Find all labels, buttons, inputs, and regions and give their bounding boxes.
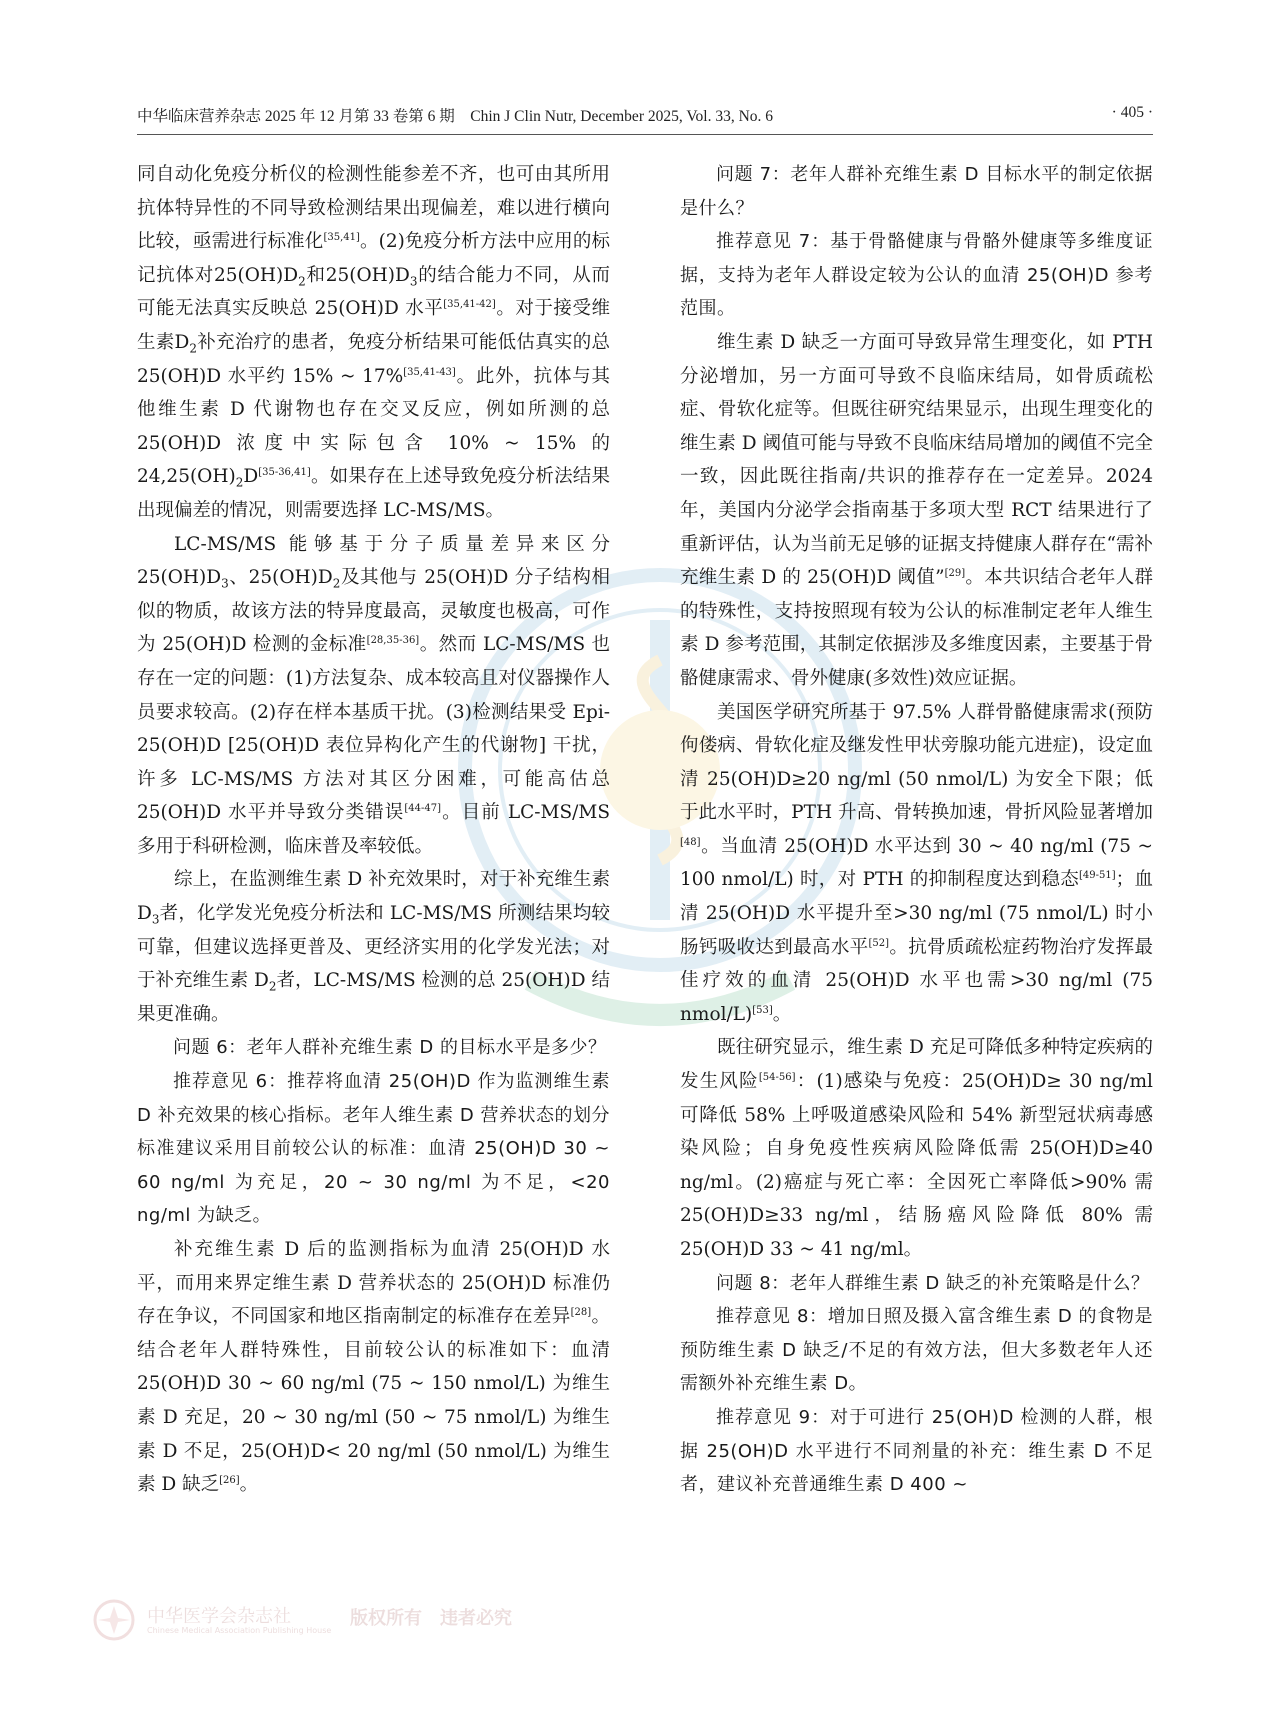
left-column: [137, 158, 610, 1502]
paragraph: 综上，在监测维生素 D 补充效果时，对于补充维生素 $D_3$者，化学发光免疫分析法和 LC-MS/MS 所测结果均较可靠，但建议选择更普及、更经济实用的化学发光法；对于补充维生素 $D_2$者，LC-MS/MS 检测的总 25(OH)D 结果更准确。: [137, 869, 610, 1025]
paragraph: LC-MS/MS 能够基于分子质量差异来区分 $25(OH)D_3$、$25(OH)D_2$及其他与 25(OH)D 分子结构相似的物质，故该方法的特异度最高，灵敏度也极高，可作为 25(OH)D 检测的金标准[28,35-36]。然而 LC-MS/MS 也存在一定的问题：(1)方法复杂、成本较高且对仪器操作人员要求较高。(2)存在样本基质干扰。(3)检测结果受 Epi-25(OH)D [25(OH)D 表位异构化产生的代谢物] 干扰，许多 LC-MS/MS 方法对其区分困难，可能高估总 25(OH)D 水平并导致分类错误[44-47]。目前 LC-MS/MS 多用于科研检测，临床普及率较低。: [137, 533, 610, 857]
right-column: [680, 158, 1153, 1502]
publisher-logo-icon: [92, 1598, 136, 1642]
paragraph: 同自动化免疫分析仪的检测性能参差不齐，也可由其所用抗体特异性的不同导致检测结果出现偏差，难以进行横向比较，亟需进行标准化[35,41]。(2)免疫分析方法中应用的标记抗体对$25(OH)D_2$和$25(OH)D_3$的结合能力不同，从而可能无法真实反映总 25(OH)D 水平[35,41-42]。对于接受维生素$D_2$补充治疗的患者，免疫分析结果可能低估真实的总 25(OH)D 水平约 15% ~ 17%[35,41-43]。此外，抗体与其他维生素 D 代谢物也存在交叉反应，例如所测的总 25(OH)D 浓度中实际包含 10% ~ 15% 的 $24,25(OH)_2D[35-36,41]$。如果存在上述导致免疫分析法结果出现偏差的情况，则需要选择 LC-MS/MS。: [137, 164, 610, 521]
recommendation: 推荐意见 6：推荐将血清 25(OH)D 作为监测维生素 D 补充效果的核心指标。老年人维生素 D 营养状态的划分标准建议采用目前较公认的标准：血清 25(OH)D 30 ~ 60 ng/ml 为充足，20 ~ 30 ng/ml 为不足，<20 ng/ml 为缺乏。: [137, 1071, 610, 1227]
paragraph: 补充维生素 D 后的监测指标为血清 25(OH)D 水平，而用来界定维生素 D 营养状态的 25(OH)D 标准仍存在争议，不同国家和地区指南制定的标准存在差异[28]。结合老年人群特殊性，目前较公认的标准如下：血清 25(OH)D 30 ~ 60 ng/ml (75 ~ 150 nmol/L) 为维生素 D 充足，20 ~ 30 ng/ml (50 ~ 75 nmol/L) 为维生素 D 不足，25(OH)D< 20 ng/ml (50 nmol/L) 为维生素 D 缺乏[26]。: [137, 1239, 610, 1496]
question-heading: 问题 8：老年人群维生素 D 缺乏的补充策略是什么？: [716, 1272, 1150, 1294]
copyright-notice: 版权所有 违者必究: [350, 1608, 512, 1629]
publisher-name-en: Chinese Medical Association Publishing House: [147, 1626, 332, 1635]
question-heading: 问题 6：老年人群补充维生素 D 的目标水平是多少？: [173, 1037, 607, 1059]
publisher-name: 中华医学会杂志社: [147, 1606, 291, 1627]
journal-citation: 中华临床营养杂志 2025 年 12 月第 33 卷第 6 期 Chin J Clin Nutr, December 2025, Vol. 33, No. 6: [137, 108, 774, 125]
paragraph: 既往研究显示，维生素 D 充足可降低多种特定疾病的发生风险[54-56]：(1)感染与免疫：25(OH)D≥ 30 ng/ml 可降低 58% 上呼吸道感染风险和 54% 新型冠状病毒感染风险；自身免疫性疾病风险降低需 25(OH)D≥40 ng/ml。(2)癌症与死亡率：全因死亡率降低>90% 需 25(OH)D≥33 ng/ml，结肠癌风险降低 80% 需 25(OH)D 33 ~ 41 ng/ml。: [680, 1037, 1153, 1260]
page-number: · 405 ·: [1111, 104, 1153, 121]
paragraph: 维生素 D 缺乏一方面可导致异常生理变化，如 PTH 分泌增加，另一方面可导致不良临床结局，如骨质疏松症、骨软化症等。但既往研究结果显示，出现生理变化的维生素 D 阈值可能与导致不良临床结局增加的阈值不完全一致，因此既往指南/共识的推荐存在一定差异。2024 年，美国内分泌学会指南基于多项大型 RCT 结果进行了重新评估，认为当前无足够的证据支持健康人群存在“需补充维生素 D 的 25(OH)D 阈值”[29]。本共识结合老年人群的特殊性，支持按照现有较为公认的标准制定老年人维生素 D 参考范围，其制定依据涉及多维度因素，主要基于骨骼健康需求、骨外健康(多效性)效应证据。: [680, 331, 1153, 689]
recommendation: 推荐意见 9：对于可进行 25(OH)D 检测的人群，根据 25(OH)D 水平进行不同剂量的补充：维生素 D 不足者，建议补充普通维生素 D 400 ~: [680, 1406, 1153, 1496]
running-header: [137, 100, 1153, 135]
recommendation: 推荐意见 8：增加日照及摄入富含维生素 D 的食物是预防维生素 D 缺乏/不足的有效方法，但大多数老年人还需额外补充维生素 D。: [680, 1306, 1153, 1395]
paragraph: 美国医学研究所基于 97.5% 人群骨骼健康需求(预防佝偻病、骨软化症及继发性甲状旁腺功能亢进症)，设定血清 25(OH)D≥20 ng/ml (50 nmol/L) 为安全下限；低于此水平时，PTH 升高、骨转换加速，骨折风险显著增加[48]。当血清 25(OH)D 水平达到 30 ~ 40 ng/ml (75 ~ 100 nmol/L) 时，对 PTH 的抑制程度达到稳态[49-51]；血清 25(OH)D 水平提升至>30 ng/ml (75 nmol/L) 时小肠钙吸收达到最高水平[52]。抗骨质疏松症药物治疗发挥最佳疗效的血清 25(OH)D 水平也需>30 ng/ml (75 nmol/L)[53]。: [680, 701, 1153, 1025]
publisher-watermark: [92, 1598, 512, 1648]
question-heading: 问题 7：老年人群补充维生素 D 目标水平的制定依据是什么？: [680, 164, 1153, 219]
recommendation: 推荐意见 7：基于骨骼健康与骨骼外健康等多维度证据，支持为老年人群设定较为公认的血清 25(OH)D 参考范围。: [680, 231, 1153, 320]
